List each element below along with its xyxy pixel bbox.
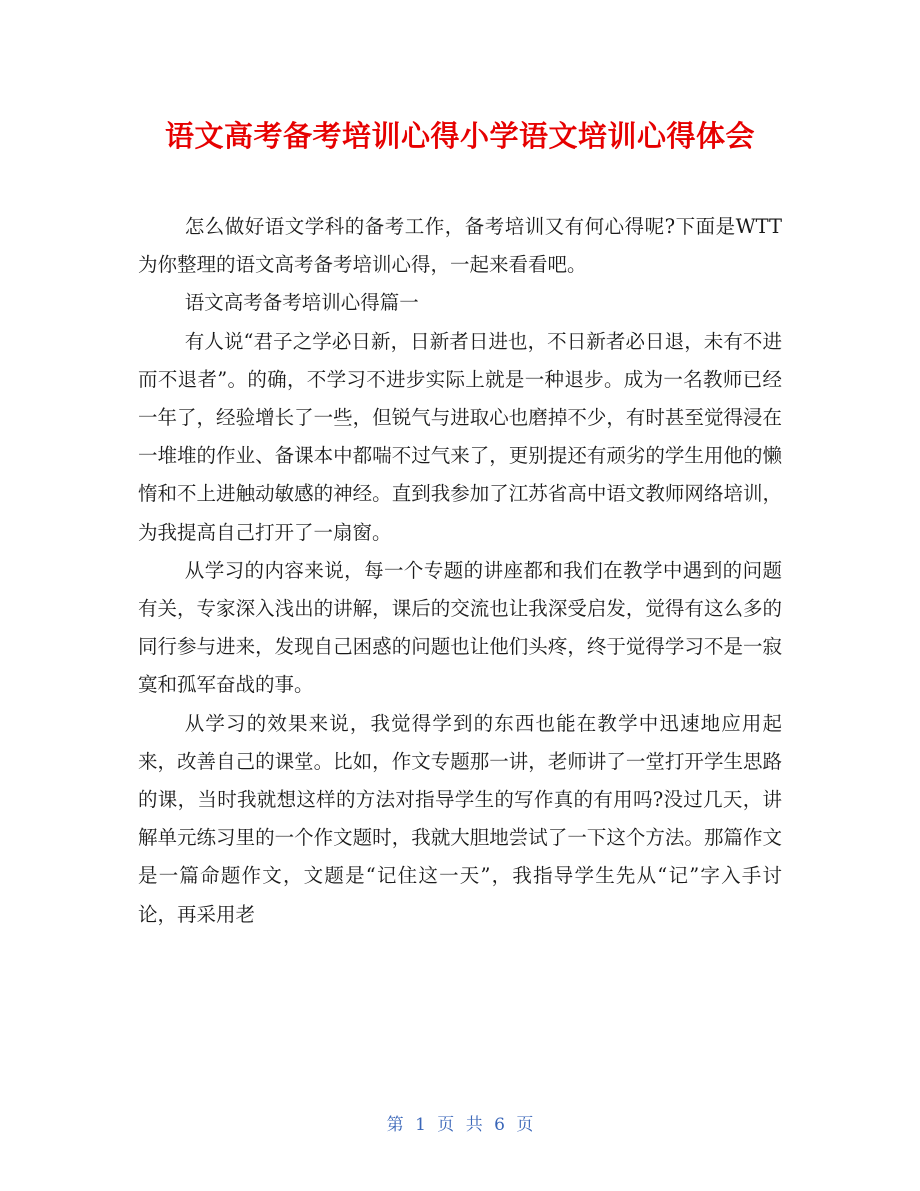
document-body [138,208,782,934]
section-heading: 语文高考备考培训心得篇一 [184,291,419,315]
body-paragraph: 有人说“君子之学必日新，日新者日进也，不日新者必日退，未有不进而不退者”。的确，不学习不进步实际上就是一种退步。成为一名教师已经一年了，经验增长了一些，但锐气与进取心也磨掉不少，有时甚至觉得浸在一堆堆的作业、备课本中都喘不过气来了，更别提还有顽劣的学生用他的懒惰和不上进触动敏感的神经。直到我参加了江苏省高中语文教师网络培训，为我提高自己打开了一扇窗。 [138,329,782,544]
intro-paragraph: 怎么做好语文学科的备考工作，备考培训又有何心得呢?下面是WTT为你整理的语文高考备考培训心得，一起来看看吧。 [138,215,782,277]
body-paragraph: 从学习的内容来说，每一个专题的讲座都和我们在教学中遇到的问题有关，专家深入浅出的讲解，课后的交流也让我深受启发，觉得有这么多的同行参与进来，发现自己困惑的问题也让他们头疼，终于觉得学习不是一寂寞和孤军奋战的事。 [138,558,782,697]
document-title: 语文高考备考培训心得小学语文培训心得体会 [164,119,755,153]
body-paragraph: 从学习的效果来说，我觉得学到的东西也能在教学中迅速地应用起来，改善自己的课堂。比如，作文专题那一讲，老师讲了一堂打开学生思路的课，当时我就想这样的方法对指导学生的写作真的有用吗?没过几天，讲解单元练习里的一个作文题时，我就大胆地尝试了一下这个方法。那篇作文是一篇命题作文，文题是“记住这一天”，我指导学生先从“记”字入手讨论，再采用老 [138,711,782,926]
page-number-footer: 第 1 页 共 6 页 [386,1115,534,1135]
